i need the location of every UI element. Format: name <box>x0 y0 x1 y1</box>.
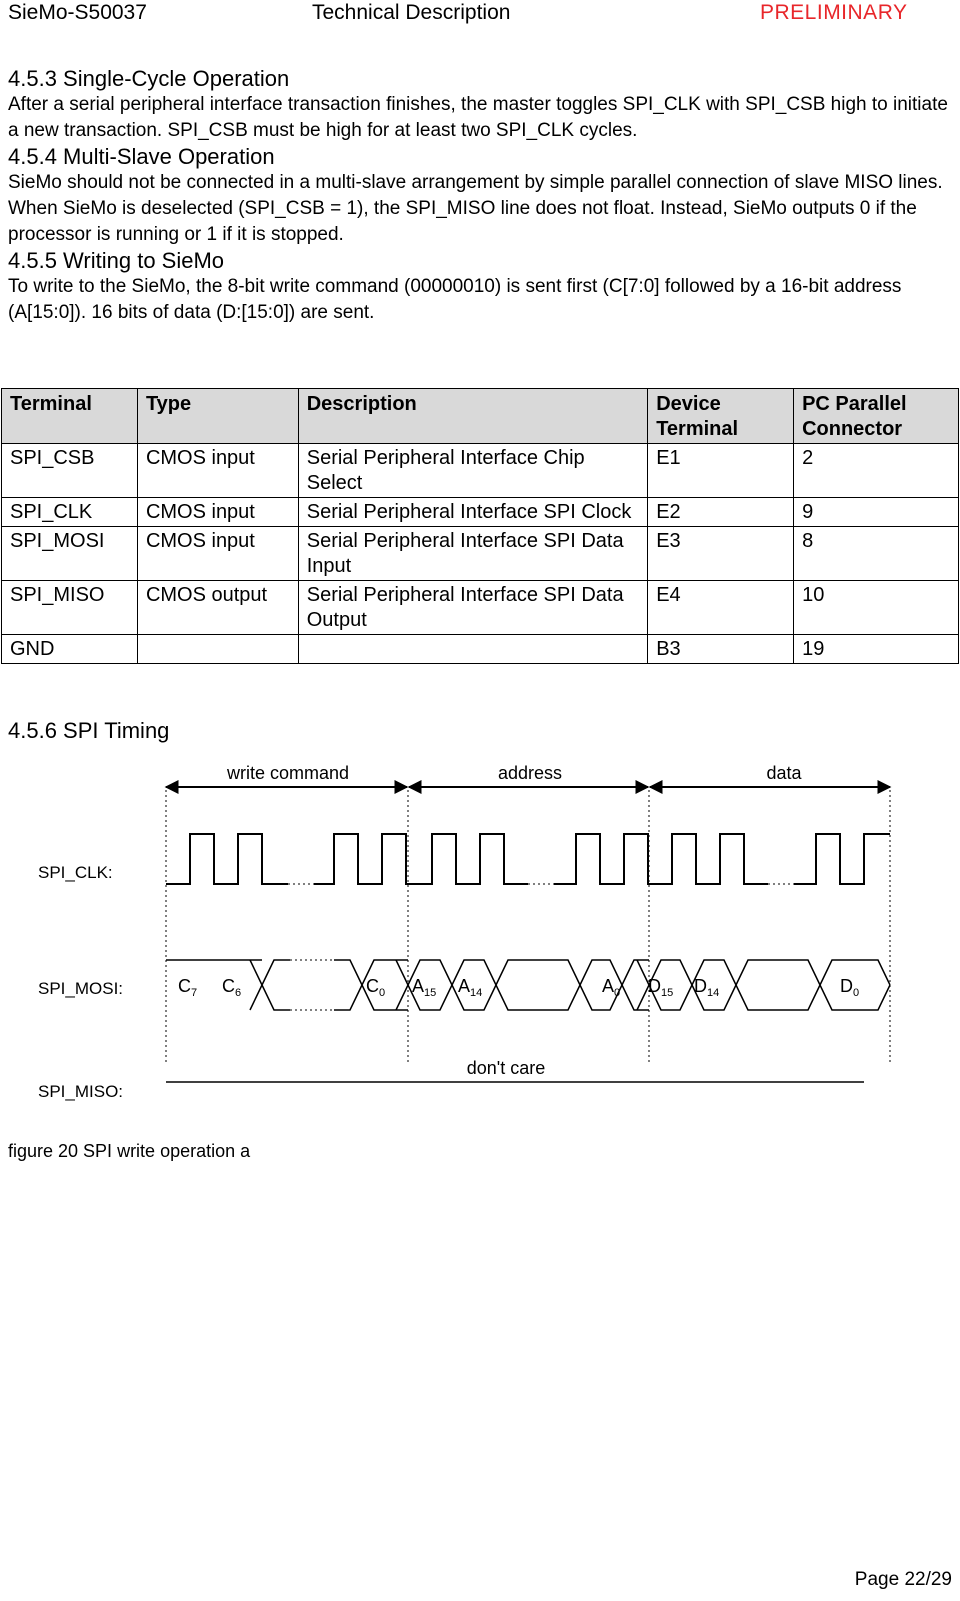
signal-label: SPI_MISO: <box>38 1082 124 1101</box>
section-heading: 4.5.5 Writing to SieMo <box>8 248 225 273</box>
page-number: Page 22/29 <box>854 1569 952 1590</box>
table-cell: SPI_MISO <box>2 581 138 635</box>
figure-caption: figure 20 SPI write operation a <box>8 1141 251 1161</box>
table-row <box>2 635 959 664</box>
mosi-bit-label: $D_{15}$ <box>648 976 674 999</box>
section-paragraph: SieMo should not be connected in a multi-slave arrangement by simple parallel connection of slave MISO lines. When SieMo is deselected (SPI_CSB = 1), the SPI_MISO line does not float. Instead, SieMo outputs 0 if the processor is running or 1 if it is stopped. <box>8 172 943 245</box>
section-paragraph: To write to the SieMo, the 8-bit write command (00000010) is sent first (C[7:0] followed by a 16-bit address (A[15:0]). 16 bits of data (D:[15:0]) are sent. <box>8 276 902 323</box>
table-header-row <box>2 389 959 444</box>
column-header: PC Parallel Connector <box>794 389 959 444</box>
section-heading: 4.5.3 Single-Cycle Operation <box>8 66 290 91</box>
column-header: Terminal <box>2 389 138 444</box>
column-header: Type <box>137 389 298 444</box>
table-cell: Serial Peripheral Interface SPI Clock <box>298 498 647 527</box>
miso-label: don't care <box>466 1058 546 1078</box>
table-cell: CMOS input <box>137 527 298 581</box>
table-row <box>2 527 959 581</box>
table-cell: 9 <box>794 498 959 527</box>
table-cell <box>137 635 298 664</box>
table-cell: 8 <box>794 527 959 581</box>
table-cell: E3 <box>648 527 794 581</box>
mosi-bit-label: $A_0$ <box>602 976 621 999</box>
signal-label: SPI_CLK: <box>38 863 113 882</box>
spi-timing-diagram <box>28 760 908 1115</box>
mosi-bit-label: $A_{15}$ <box>412 976 437 999</box>
phase-label: address <box>497 763 563 783</box>
table-cell: 2 <box>794 444 959 498</box>
mosi-bit-label: $A_{14}$ <box>458 976 483 999</box>
table-cell: E2 <box>648 498 794 527</box>
signal-label: SPI_MOSI: <box>38 979 124 998</box>
doc-title: Technical Description <box>312 1 511 24</box>
table-cell: SPI_MOSI <box>2 527 138 581</box>
table-cell: E4 <box>648 581 794 635</box>
table-row <box>2 498 959 527</box>
table-row <box>2 581 959 635</box>
status-label: PRELIMINARY <box>760 1 908 24</box>
mosi-waveform <box>166 960 890 1010</box>
table-cell: CMOS output <box>137 581 298 635</box>
doc-id: SieMo-S50037 <box>8 1 147 24</box>
mosi-bit-label: $D_{14}$ <box>694 976 720 999</box>
document-body <box>8 66 956 326</box>
mosi-bit-label: $C_7$ <box>178 976 198 999</box>
table-cell: E1 <box>648 444 794 498</box>
column-header: Description <box>298 389 647 444</box>
table-cell: Serial Peripheral Interface SPI Data Input <box>298 527 647 581</box>
section-heading: 4.5.4 Multi-Slave Operation <box>8 144 275 169</box>
phase-label: data <box>766 763 802 783</box>
clk-waveform <box>166 834 890 884</box>
table-cell: Serial Peripheral Interface Chip Select <box>298 444 647 498</box>
table-cell: SPI_CLK <box>2 498 138 527</box>
table-row <box>2 444 959 498</box>
table-cell: Serial Peripheral Interface SPI Data Output <box>298 581 647 635</box>
pin-table <box>1 388 959 664</box>
section-paragraph: After a serial peripheral interface transaction finishes, the master toggles SPI_CLK with SPI_CSB high to initiate a new transaction. SPI_CSB must be high for at least two SPI_CLK cycles. <box>8 94 948 141</box>
table-cell <box>298 635 647 664</box>
table-cell: SPI_CSB <box>2 444 138 498</box>
table-cell: 19 <box>794 635 959 664</box>
table-cell: GND <box>2 635 138 664</box>
mosi-bit-label: $C_6$ <box>222 976 242 999</box>
table-cell: CMOS input <box>137 498 298 527</box>
table-cell: 10 <box>794 581 959 635</box>
column-header: Device Terminal <box>648 389 794 444</box>
table-cell: CMOS input <box>137 444 298 498</box>
mosi-bit-label: $C_0$ <box>366 976 386 999</box>
timing-heading: 4.5.6 SPI Timing <box>8 718 170 743</box>
phase-label: write command <box>226 763 350 783</box>
table-cell: B3 <box>648 635 794 664</box>
mosi-bit-label: $D_0$ <box>840 976 860 999</box>
